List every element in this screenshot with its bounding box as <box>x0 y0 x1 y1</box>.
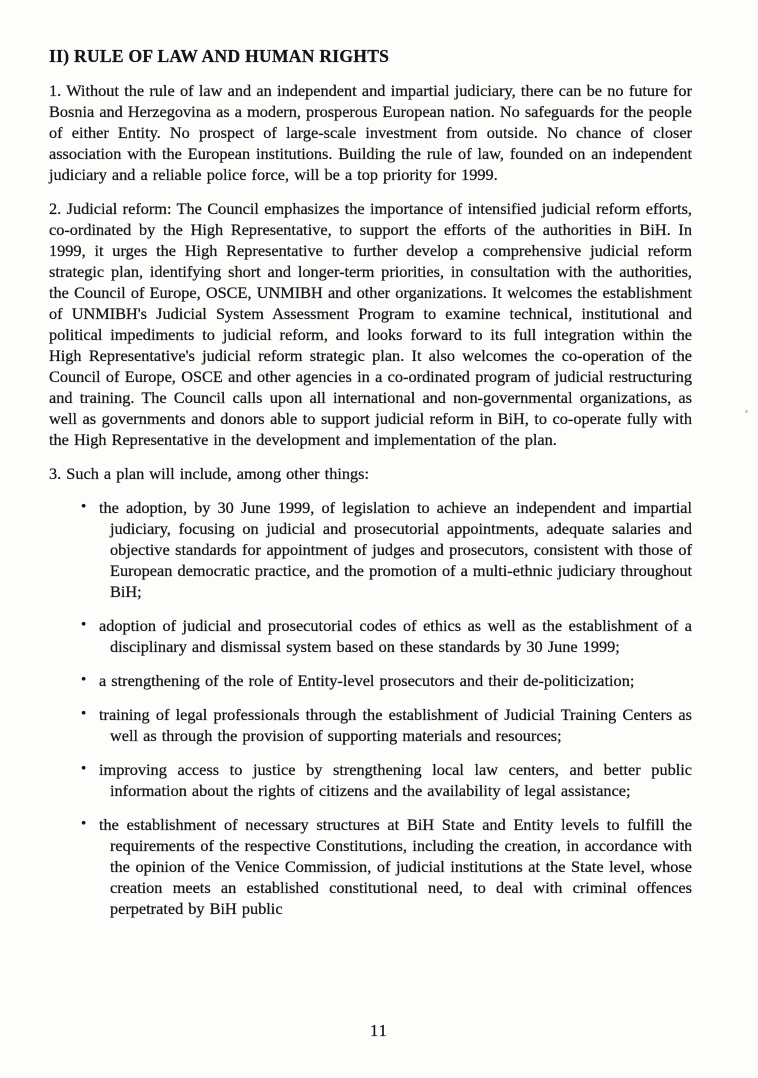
paragraph-2: 2. Judicial reform: The Council emphasizes the importance of intensified judicial reform efforts, co-ordinated by the High Representative, to support the efforts of the authorities in BiH. In 1999, it urges the High Representative to further develop a comprehensive judicial reform strategic plan, identifying short and longer-term priorities, in consultation with the authorities, the Council of Europe, OSCE, UNMIBH and other organizations. It welcomes the establishment of UNMIBH's Judicial System Assessment Program to examine technical, institutional and political impediments to judicial reform, and looks forward to its full integration within the High Representative's judicial reform strategic plan. It also welcomes the co-operation of the Council of Europe, OSCE and other agencies in a co-ordinated program of judicial restructuring and training. The Council calls upon all international and non-governmental organizations, as well as governments and donors able to support judicial reform in BiH, to co-operate fully with the High Representative in the development and implementation of the plan. <box>49 199 692 449</box>
bullet-icon: • <box>81 499 87 515</box>
bullet-item-access-to-justice <box>81 759 692 801</box>
bullet-text: the adoption, by 30 June 1999, of legislation to achieve an independent and impartial judiciary, focusing on judicial and prosecutorial appointments, adequate salaries and objective standards for appointment of judges and prosecutors, consistent with those of European democratic practice, and the promotion of a multi-ethnic judiciary throughout BiH; <box>99 498 692 601</box>
bullet-text: training of legal professionals through the establishment of Judicial Training Centers as well as through the provision of supporting materials and resources; <box>99 705 692 745</box>
paragraph-1: 1. Without the rule of law and an independent and impartial judiciary, there can be no future for Bosnia and Herzegovina as a modern, prosperous European nation. No safeguards for the people of either Entity. No prospect of large-scale investment from outside. No chance of closer association with the European institutions. Building the rule of law, founded on an independent judiciary and a reliable police force, will be a top priority for 1999. <box>49 81 692 184</box>
bullet-text: adoption of judicial and prosecutorial codes of ethics as well as the establishment of a disciplinary and dismissal system based on these standards by 30 June 1999; <box>99 616 692 656</box>
page-number: 11 <box>370 1021 388 1040</box>
bullet-item-adoption-legislation <box>81 497 692 602</box>
bullet-text: a strengthening of the role of Entity-level prosecutors and their de-politicization; <box>99 671 635 690</box>
bullet-icon: • <box>81 816 87 832</box>
paragraph-3-intro: 3. Such a plan will include, among other things: <box>49 464 370 483</box>
bullet-item-training-legal-professionals <box>81 704 692 746</box>
scan-artifact-speck <box>745 410 748 413</box>
bullet-text: improving access to justice by strengthening local law centers, and better public information about the rights of citizens and the availability of legal assistance; <box>99 760 692 800</box>
bullet-item-entity-prosecutors <box>81 670 692 691</box>
bullet-item-codes-of-ethics <box>81 615 692 657</box>
bullet-icon: • <box>81 706 87 722</box>
bullet-list <box>49 497 692 919</box>
bullet-icon: • <box>81 617 87 633</box>
bullet-icon: • <box>81 761 87 777</box>
bullet-text: the establishment of necessary structures at BiH State and Entity levels to fulfill the requirements of the respective Constitutions, including the creation, in accordance with the opinion of the Venice Commission, of judicial institutions at the State level, whose creation meets an established constitutional need, to deal with criminal offences perpetrated by BiH public <box>99 815 692 918</box>
section-heading: II) RULE OF LAW AND HUMAN RIGHTS <box>49 46 390 66</box>
bullet-item-state-structures <box>81 814 692 919</box>
bullet-icon: • <box>81 672 87 688</box>
